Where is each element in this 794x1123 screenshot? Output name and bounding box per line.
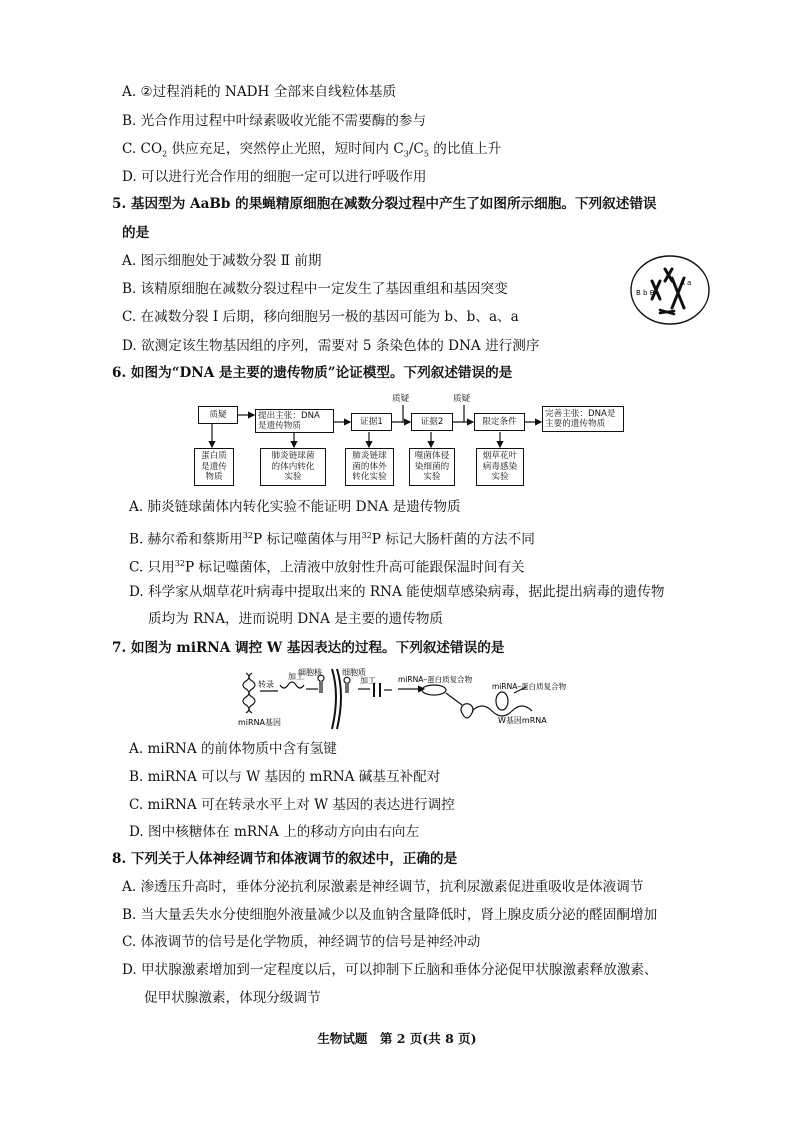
ribosome bbox=[461, 704, 473, 718]
q6-option-d-line1: D. 科学家从烟草花叶病毒中提取出来的 RNA 能使烟草感染病毒，据此提出病毒的遗传物 bbox=[129, 584, 665, 600]
flow-doubt-top-2: 质疑 bbox=[453, 394, 471, 404]
w-mrna bbox=[472, 706, 532, 716]
flow-box-doubt: 质疑 bbox=[198, 406, 238, 424]
label-nucleus: 细胞核 bbox=[298, 668, 322, 677]
q8-option-b: B. 当大量丢失水分使细胞外液量减少以及血钠含量降低时，肾上腺皮质分泌的醛固酮增加 bbox=[122, 907, 658, 923]
label-complex-2: miRNA–蛋白质复合物 bbox=[492, 682, 567, 691]
q4-option-b: B. 光合作用过程中叶绿素吸收光能不需要酶的参与 bbox=[122, 113, 427, 129]
flow-box-refined-claim: 完善主张：DNA是 主要的遗传物质 bbox=[542, 406, 624, 432]
flow-sub-protein: 蛋白质 是遗传 物质 bbox=[194, 448, 234, 486]
q5-stem-line2: 的是 bbox=[122, 225, 150, 241]
q7-option-d: D. 图中核糖体在 mRNA 上的移动方向由右向左 bbox=[129, 824, 420, 840]
q4-option-a: A. ②过程消耗的 NADH 全部来自线粒体基质 bbox=[122, 84, 397, 100]
flow-sub-invitro: 肺炎链球 菌的体外 转化实验 bbox=[345, 448, 394, 486]
chromosome-bottom bbox=[660, 310, 674, 314]
q5-option-b: B. 该精原细胞在减数分裂过程中一定发生了基因重组和基因突变 bbox=[122, 281, 508, 297]
q6-stem: 6. 如图为“DNA 是主要的遗传物质”论证模型。下列叙述错误的是 bbox=[112, 365, 513, 381]
q4-option-c: C. $CO_2$ 供应充足，突然停止光照，短时间内 $C_3/C_5$ 的比值上升 bbox=[122, 141, 502, 159]
mirna-figure bbox=[236, 663, 592, 735]
hairpin-2 bbox=[344, 677, 350, 693]
q6-option-a: A. 肺炎链球菌体内转化实验不能证明 DNA 是遗传物质 bbox=[129, 499, 461, 515]
flow-box-evidence-2: 证据2 bbox=[411, 413, 453, 431]
flow-box-evidence-1: 证据1 bbox=[351, 413, 392, 431]
page-footer: 生物试题 第 2 页(共 8 页) bbox=[317, 1031, 477, 1046]
label-cytoplasm: 细胞质 bbox=[342, 668, 366, 677]
flow-sub-phage: 噬菌体侵 染细菌的 实验 bbox=[409, 448, 455, 486]
q5-option-a: A. 图示细胞处于减数分裂 Ⅱ 前期 bbox=[122, 253, 322, 269]
q5-option-d: D. 欲测定该生物基因组的序列，需要对 5 条染色体的 DNA 进行测序 bbox=[122, 338, 540, 354]
q5-option-c: C. 在减数分裂 Ⅰ 后期，移向细胞另一极的基因可能为 b、b、a、a bbox=[122, 309, 519, 325]
q6-option-c: C. 只用$^{32}$P 标记噬菌体，上清液中放射性升高可能跟保温时间有关 bbox=[129, 559, 525, 576]
q8-option-d-line2: 促甲状腺激素，体现分级调节 bbox=[144, 990, 321, 1006]
dna-helix bbox=[243, 673, 249, 713]
cell-label-left: B b B bbox=[636, 289, 655, 297]
q7-option-b: B. miRNA 可以与 W 基因的 mRNA 碱基互补配对 bbox=[129, 769, 441, 785]
q6-option-d-line2: 质均为 RNA，进而说明 DNA 是主要的遗传物质 bbox=[148, 611, 444, 627]
complex-1 bbox=[422, 685, 446, 695]
q7-option-c: C. miRNA 可在转录水平上对 W 基因的表达进行调控 bbox=[129, 797, 455, 813]
q5-stem-line1: 5. 基因型为 AaBb 的果蝇精原细胞在减数分裂过程中产生了如图所示细胞。下列叙述错误 bbox=[112, 196, 657, 212]
q8-stem: 8. 下列关于人体神经调节和体液调节的叙述中，正确的是 bbox=[112, 851, 458, 867]
hairpin-1 bbox=[318, 675, 324, 693]
q7-option-a: A. miRNA 的前体物质中含有氢键 bbox=[129, 741, 337, 757]
label-process-2: 加工 bbox=[360, 676, 376, 685]
label-w-mrna: W基因mRNA bbox=[498, 716, 547, 725]
q8-option-c: C. 体液调节的信号是化学物质，神经调节的信号是神经冲动 bbox=[122, 934, 481, 950]
cell-figure bbox=[628, 253, 712, 327]
q4-option-d: D. 可以进行光合作用的细胞一定可以进行呼吸作用 bbox=[122, 169, 427, 185]
flow-doubt-top-1: 质疑 bbox=[392, 394, 410, 404]
flow-box-limit: 限定条件 bbox=[474, 413, 525, 431]
q7-stem: 7. 如图为 miRNA 调控 W 基因表达的过程。下列叙述错误的是 bbox=[112, 640, 505, 656]
flow-sub-tmv: 烟草花叶 病毒感染 实验 bbox=[476, 448, 524, 486]
flow-sub-invivo: 肺炎链球菌 的体内转化 实验 bbox=[260, 448, 326, 486]
cell-label-right: A a bbox=[680, 279, 692, 287]
nuclear-membrane bbox=[332, 669, 336, 729]
label-transcribe: 转录 bbox=[258, 680, 274, 689]
q6-option-b: B. 赫尔希和蔡斯用$^{32}$P 标记噬菌体与用$^{32}$P 标记大肠杆菌的方法不同 bbox=[129, 531, 535, 548]
q8-option-d-line1: D. 甲状腺激素增加到一定程度以后，可以抑制下丘脑和垂体分泌促甲状腺激素释放激素、 bbox=[122, 962, 658, 978]
pri-mirna bbox=[280, 682, 304, 688]
label-process-1: 加工 bbox=[288, 672, 304, 681]
flow-box-claim: 提出主张：DNA 是遗传物质 bbox=[255, 409, 334, 433]
complex-2 bbox=[496, 692, 508, 710]
label-complex-1: miRNA–蛋白质复合物 bbox=[398, 675, 473, 684]
label-mirna-gene: miRNA基因 bbox=[238, 718, 282, 727]
q8-option-a: A. 渗透压升高时，垂体分泌抗利尿激素是神经调节，抗利尿激素促进重吸收是体液调节 bbox=[122, 879, 644, 895]
